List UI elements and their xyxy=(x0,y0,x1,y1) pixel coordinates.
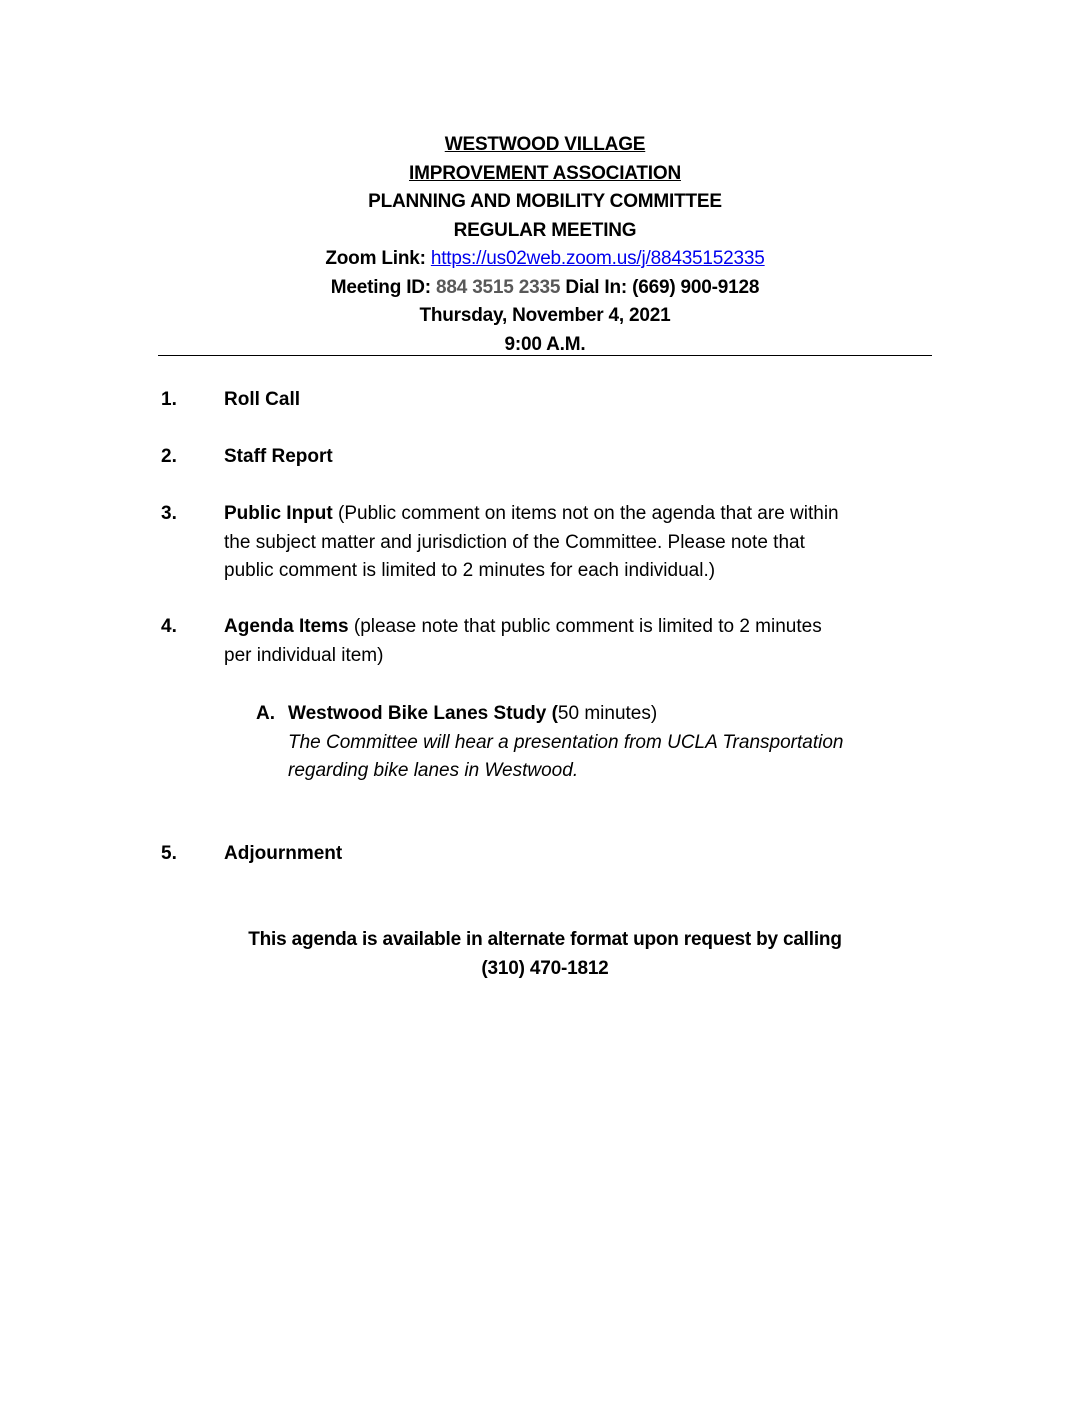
meeting-header xyxy=(158,131,932,359)
org-name-line2: IMPROVEMENT ASSOCIATION xyxy=(409,162,681,184)
subitem-letter: A. xyxy=(256,703,275,724)
meeting-date: Thursday, November 4, 2021 xyxy=(419,305,671,326)
notice-phone: (310) 470-1812 xyxy=(481,957,609,979)
subitem-duration: 50 minutes) xyxy=(557,703,658,724)
dial-in: Dial In: (669) 900-9128 xyxy=(565,276,760,298)
item-title: Public Input xyxy=(224,503,333,524)
item-title: Agenda Items xyxy=(224,616,349,637)
zoom-link[interactable]: https://us02web.zoom.us/j/88435152335 xyxy=(430,248,765,269)
header-divider xyxy=(158,355,932,356)
org-name-line1: WESTWOOD VILLAGE xyxy=(444,134,646,155)
accessibility-notice xyxy=(158,926,932,983)
item-title: Roll Call xyxy=(224,389,301,410)
meeting-time: 9:00 A.M. xyxy=(504,333,586,355)
item-title: Adjournment xyxy=(224,843,343,864)
meeting-id-line xyxy=(158,274,932,303)
item-description-line3: public comment is limited to 2 minutes for each individual.) xyxy=(224,560,716,581)
item-number: 1. xyxy=(161,389,177,410)
item-description-line1: (Public comment on items not on the agenda that are within xyxy=(338,503,839,524)
item-description-line2: per individual item) xyxy=(224,644,384,666)
committee-name: PLANNING AND MOBILITY COMMITTEE xyxy=(368,191,722,212)
meeting-id-label: Meeting ID: xyxy=(330,276,431,298)
meeting-id-value: 884 3515 2335 xyxy=(436,276,561,298)
item-number: 4. xyxy=(161,616,177,637)
item-description-line1: (please note that public comment is limited to 2 minutes xyxy=(353,616,822,637)
notice-line1: This agenda is available in alternate format upon request by calling xyxy=(248,929,842,950)
item-number: 5. xyxy=(161,843,177,864)
zoom-label: Zoom Link: xyxy=(325,248,426,269)
item-description-line2: the subject matter and jurisdiction of the Committee. Please note that xyxy=(224,531,805,553)
meeting-type: REGULAR MEETING xyxy=(453,219,637,241)
zoom-line xyxy=(158,245,932,274)
subitem-title: Westwood Bike Lanes Study ( xyxy=(288,703,558,724)
subitem-description-line2: regarding bike lanes in Westwood. xyxy=(288,760,579,781)
item-number: 2. xyxy=(161,446,177,467)
item-title: Staff Report xyxy=(224,446,333,467)
item-number: 3. xyxy=(161,503,177,524)
subitem-description-line1: The Committee will hear a presentation from UCLA Transportation xyxy=(288,731,844,753)
